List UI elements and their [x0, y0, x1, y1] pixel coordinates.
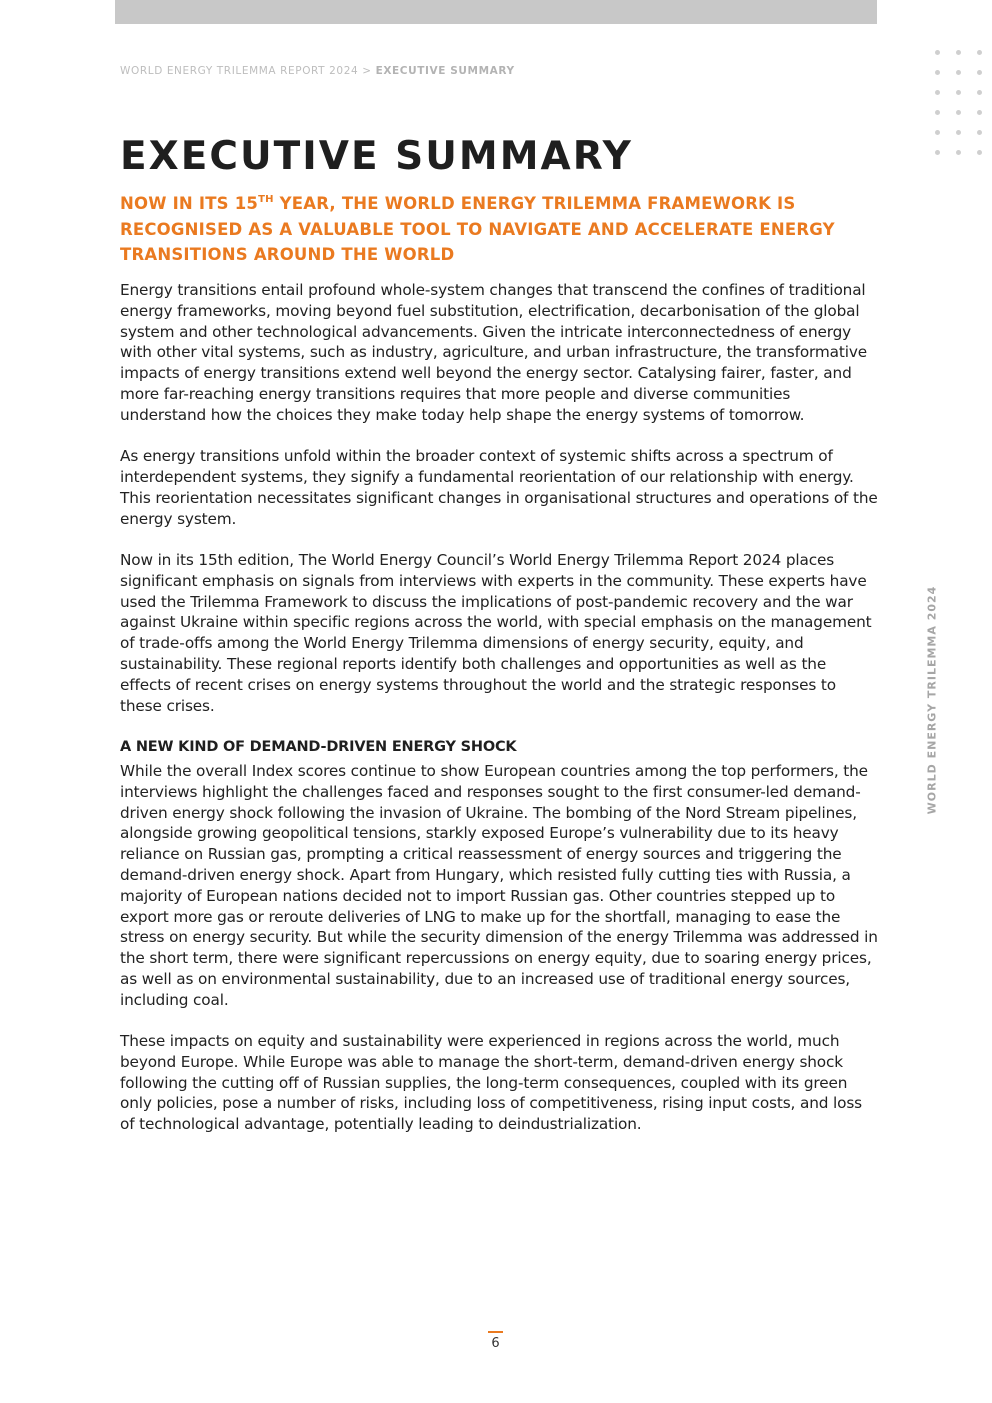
- subtitle-lead: NOW IN ITS 15: [120, 194, 259, 213]
- dot: [977, 70, 982, 75]
- dot: [935, 110, 940, 115]
- page-number-rule: [488, 1331, 503, 1333]
- breadcrumb: [120, 65, 515, 77]
- dot: [935, 150, 940, 155]
- section-heading: A NEW KIND OF DEMAND-DRIVEN ENERGY SHOCK: [120, 738, 517, 755]
- dot: [977, 130, 982, 135]
- dot: [935, 70, 940, 75]
- dot: [977, 50, 982, 55]
- section-paragraph-2: These impacts on equity and sustainability were experienced in regions across the world, much beyond Europe. While Europe was able to manage the short-term, demand-driven energy shock following the cutting off of Russian supplies, the long-term consequences, coupled with its green only policies, pose a number of risks, including loss of competitiveness, rising input costs, and loss of technological advantage, potentially leading to deindustrialization.: [120, 1032, 862, 1134]
- dot: [956, 130, 961, 135]
- dot: [956, 110, 961, 115]
- dot: [935, 90, 940, 95]
- section-paragraph-1: While the overall Index scores continue to show European countries among the top performers, the interviews highlight the challenges faced and responses sought to the first consumer-led demand-driven energy shock following the invasion of Ukraine. The bombing of the Nord Stream pipelines, alongside growing geopolitical tensions, starkly exposed Europe’s vulnerability due to its heavy reliance on Russian gas, prompting a critical reassessment of energy sources and triggering the demand-driven energy shock. Apart from Hungary, which resisted fully cutting ties with Russia, a majority of European nations decided not to import Russian gas. Other countries stepped up to export more gas or reroute deliveries of LNG to make up for the shortfall, managing to ease the stress on energy security. But while the security dimension of the energy Trilemma was addressed in the short term, there were significant repercussions on energy equity, due to soaring energy prices, as well as on environmental sustainability, due to an increased use of traditional energy sources, including coal.: [120, 761, 878, 1009]
- page-subtitle: [120, 191, 880, 268]
- subtitle-superscript: TH: [258, 194, 274, 205]
- decorative-dot-grid: [935, 50, 983, 155]
- dot: [956, 90, 961, 95]
- subtitle-rest: YEAR, THE WORLD ENERGY TRILEMMA FRAMEWORK IS RECOGNISED AS A VALUABLE TOOL TO NAVIGATE AND ACCELERATE ENERGY TRANSITIONS AROUND THE WORLD: [120, 194, 835, 264]
- dot: [977, 150, 982, 155]
- side-running-title: WORLD ENERGY TRILEMMA 2024: [925, 585, 939, 815]
- page-number: 6: [491, 1336, 500, 1351]
- body-text: [120, 280, 880, 1156]
- dot: [977, 90, 982, 95]
- breadcrumb-parent: WORLD ENERGY TRILEMMA REPORT 2024 >: [120, 65, 372, 77]
- dot: [935, 50, 940, 55]
- dot: [956, 150, 961, 155]
- dot: [977, 110, 982, 115]
- breadcrumb-current: EXECUTIVE SUMMARY: [375, 65, 515, 77]
- dot: [956, 50, 961, 55]
- body-paragraph-2: As energy transitions unfold within the broader context of systemic shifts across a spectrum of interdependent systems, they signify a fundamental reorientation of our relationship with energy. This reorientation necessitates significant changes in organisational structures and operations of the energy system.: [120, 447, 878, 528]
- dot: [956, 70, 961, 75]
- header-bar: [115, 0, 877, 24]
- page-title: EXECUTIVE SUMMARY: [120, 134, 633, 179]
- body-paragraph-1: Energy transitions entail profound whole-system changes that transcend the confines of traditional energy frameworks, moving beyond fuel substitution, electrification, decarbonisation of the global system and other technological advancements. Given the intricate interconnectedness of energy with other vital systems, such as industry, agriculture, and urban infrastructure, the transformative impacts of energy transitions extend well beyond the energy sector. Catalysing fairer, faster, and more far-reaching energy transitions requires that more people and diverse communities understand how the choices they make today help shape the energy systems of tomorrow.: [120, 281, 867, 424]
- dot: [935, 130, 940, 135]
- body-paragraph-3: Now in its 15th edition, The World Energy Council’s World Energy Trilemma Report 2024 places significant emphasis on signals from interviews with experts in the community. These experts have used the Trilemma Framework to discuss the implications of post-pandemic recovery and the war against Ukraine within specific regions across the world, with special emphasis on the management of trade-offs among the World Energy Trilemma dimensions of energy security, equity, and sustainability. These regional reports identify both challenges and opportunities as well as the effects of recent crises on energy systems throughout the world and the strategic responses to these crises.: [120, 550, 872, 715]
